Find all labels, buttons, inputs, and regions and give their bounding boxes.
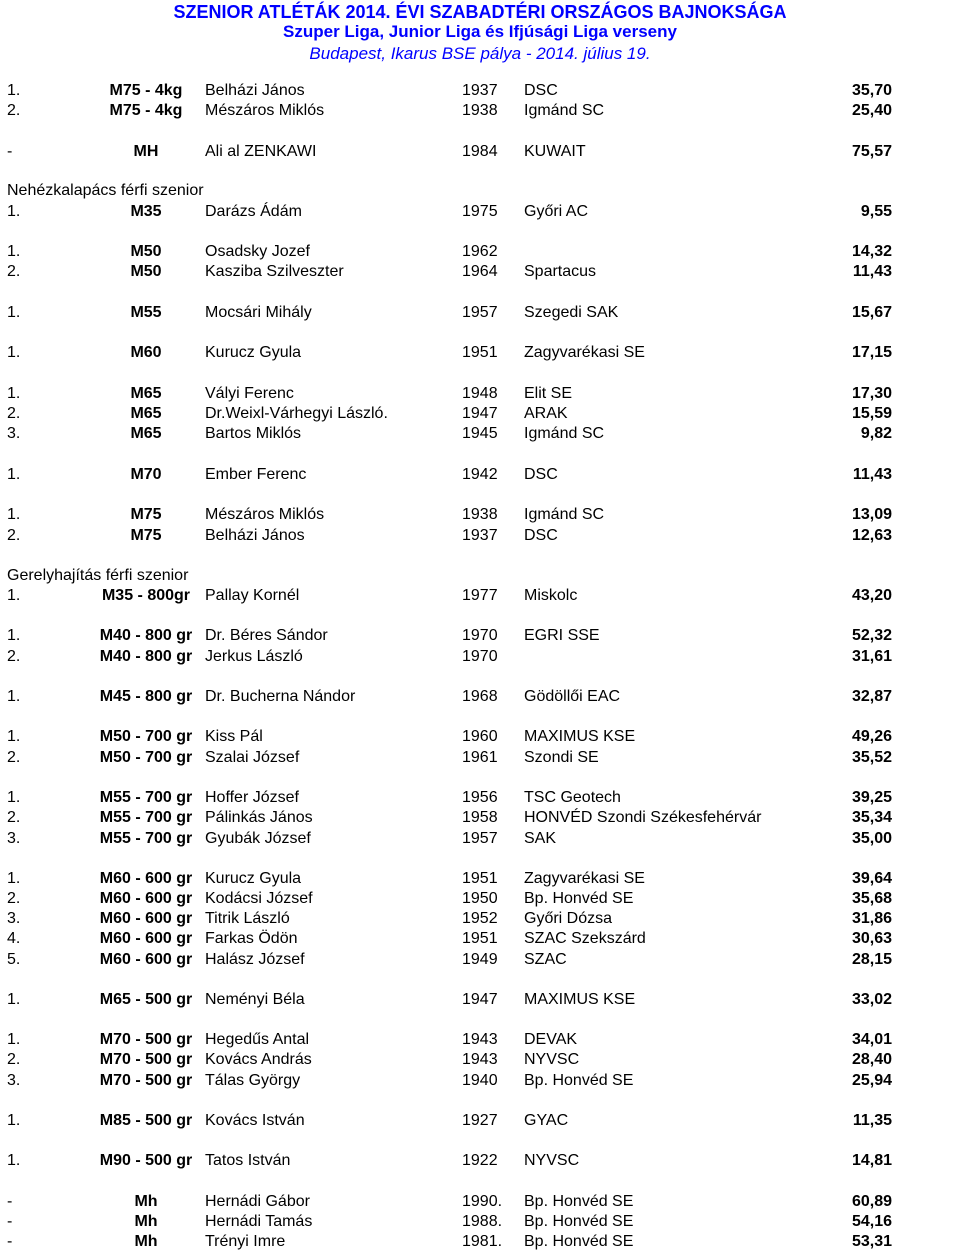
- age-category: M75: [130, 506, 162, 523]
- birth-year: 1990.: [462, 1193, 503, 1210]
- placement: 3.: [7, 1072, 21, 1089]
- result-value: 14,81: [851, 1152, 892, 1169]
- birth-year: 1943: [462, 1031, 498, 1048]
- result-value: 54,16: [851, 1213, 892, 1230]
- result-row: [0, 424, 960, 444]
- birth-year: 1951: [462, 870, 498, 887]
- placement: -: [7, 1213, 13, 1230]
- athlete-name: Kasziba Szilveszter: [205, 263, 344, 280]
- club-name: MAXIMUS KSE: [524, 991, 636, 1008]
- athlete-name: Trényi Imre: [205, 1233, 286, 1250]
- placement: 1.: [7, 385, 21, 402]
- age-category: M70 - 500 gr: [99, 1072, 193, 1089]
- result-row: [0, 1071, 960, 1091]
- result-value: 25,40: [851, 102, 892, 119]
- placement: 2.: [7, 527, 21, 544]
- result-row: [0, 526, 960, 546]
- birth-year: 1970: [462, 648, 498, 665]
- result-row: [0, 1212, 960, 1232]
- result-value: 17,15: [851, 344, 892, 361]
- result-row: [0, 1030, 960, 1050]
- result-value: 11,43: [852, 466, 892, 483]
- birth-year: 1988.: [462, 1213, 503, 1230]
- result-value: 30,63: [851, 930, 892, 947]
- age-category: M45 - 800 gr: [99, 688, 193, 705]
- birth-year: 1938: [462, 102, 498, 119]
- result-value: 17,30: [851, 385, 892, 402]
- venue-date: Budapest, Ikarus BSE pálya - 2014. július 19.: [309, 44, 651, 63]
- result-row: [0, 909, 960, 929]
- age-category: M90 - 500 gr: [99, 1152, 193, 1169]
- result-value: 34,01: [851, 1031, 892, 1048]
- club-name: TSC Geotech: [524, 789, 621, 806]
- club-name: Gödöllői EAC: [524, 688, 621, 705]
- athlete-name: Mészáros Miklós: [205, 102, 325, 119]
- result-row: [0, 687, 960, 707]
- result-row: [0, 748, 960, 768]
- birth-year: 1950: [462, 890, 498, 907]
- birth-year: 1984: [462, 143, 498, 160]
- result-value: 9,55: [860, 203, 892, 220]
- section-title: Nehézkalapács férfi szenior: [7, 182, 204, 199]
- athlete-name: Pálinkás János: [205, 809, 313, 826]
- age-category: M85 - 500 gr: [99, 1112, 193, 1129]
- result-row: [0, 384, 960, 404]
- result-row: [0, 929, 960, 949]
- club-name: DSC: [524, 82, 558, 99]
- club-name: Zagyvarékasi SE: [524, 870, 645, 887]
- athlete-name: Jerkus László: [205, 648, 303, 665]
- placement: 1.: [7, 789, 21, 806]
- birth-year: 1949: [462, 951, 498, 968]
- result-value: 15,67: [851, 304, 892, 321]
- age-category: M40 - 800 gr: [99, 648, 193, 665]
- birth-year: 1970: [462, 627, 498, 644]
- club-name: Zagyvarékasi SE: [524, 344, 645, 361]
- athlete-name: Ali al ZENKAWI: [205, 143, 317, 160]
- age-category: M60 - 600 gr: [99, 930, 193, 947]
- birth-year: 1958: [462, 809, 498, 826]
- placement: -: [7, 1193, 13, 1210]
- athlete-name: Kurucz Gyula: [205, 870, 302, 887]
- birth-year: 1951: [462, 930, 498, 947]
- placement: 5.: [7, 951, 21, 968]
- placement: 2.: [7, 102, 21, 119]
- birth-year: 1938: [462, 506, 498, 523]
- athlete-name: Hoffer József: [205, 789, 299, 806]
- result-row: [0, 586, 960, 606]
- result-row: [0, 303, 960, 323]
- age-category: M70: [130, 466, 162, 483]
- result-value: 14,32: [851, 243, 892, 260]
- club-name: SAK: [524, 830, 557, 847]
- age-category: M50: [130, 263, 162, 280]
- club-name: EGRI SSE: [524, 627, 600, 644]
- club-name: MAXIMUS KSE: [524, 728, 636, 745]
- placement: 2.: [7, 749, 21, 766]
- age-category: MH: [133, 143, 159, 160]
- athlete-name: Osadsky Jozef: [205, 243, 310, 260]
- result-value: 15,59: [851, 405, 892, 422]
- athlete-name: Pallay Kornél: [205, 587, 300, 604]
- club-name: Igmánd SC: [524, 506, 605, 523]
- result-row: [0, 808, 960, 828]
- placement: 2.: [7, 1051, 21, 1068]
- page-title: SZENIOR ATLÉTÁK 2014. ÉVI SZABADTÉRI ORSZÁGOS BAJNOKSÁGA: [173, 2, 787, 22]
- placement: 1.: [7, 1031, 21, 1048]
- birth-year: 1937: [462, 527, 498, 544]
- age-category: Mh: [134, 1213, 158, 1230]
- birth-year: 1943: [462, 1051, 498, 1068]
- athlete-name: Neményi Béla: [205, 991, 305, 1008]
- athlete-name: Bartos Miklós: [205, 425, 302, 442]
- result-row: [0, 869, 960, 889]
- placement: 1.: [7, 466, 21, 483]
- placement: 1.: [7, 506, 21, 523]
- result-value: 53,31: [851, 1233, 892, 1250]
- age-category: M65 - 500 gr: [99, 991, 193, 1008]
- athlete-name: Dr. Béres Sándor: [205, 627, 328, 644]
- placement: 1.: [7, 344, 21, 361]
- result-value: 49,26: [851, 728, 892, 745]
- athlete-name: Gyubák József: [205, 830, 311, 847]
- result-row: [0, 1111, 960, 1131]
- athlete-name: Darázs Ádám: [205, 203, 302, 220]
- result-value: 35,34: [851, 809, 892, 826]
- result-row: [0, 465, 960, 485]
- club-name: Igmánd SC: [524, 102, 605, 119]
- result-value: 39,64: [851, 870, 892, 887]
- placement: 1.: [7, 688, 21, 705]
- athlete-name: Kurucz Gyula: [205, 344, 302, 361]
- club-name: Győri Dózsa: [524, 910, 613, 927]
- birth-year: 1956: [462, 789, 498, 806]
- result-row: [0, 343, 960, 363]
- athlete-name: Mészáros Miklós: [205, 506, 325, 523]
- age-category: M65: [130, 385, 162, 402]
- placement: 1.: [7, 203, 21, 220]
- age-category: M75 - 4kg: [109, 82, 183, 99]
- birth-year: 1922: [462, 1152, 498, 1169]
- birth-year: 1975: [462, 203, 498, 220]
- placement: 2.: [7, 405, 21, 422]
- age-category: Mh: [134, 1193, 158, 1210]
- placement: 1.: [7, 1152, 21, 1169]
- athlete-name: Vályi Ferenc: [205, 385, 294, 402]
- result-row: [0, 829, 960, 849]
- club-name: ARAK: [524, 405, 568, 422]
- result-value: 28,15: [851, 951, 892, 968]
- placement: 3.: [7, 830, 21, 847]
- club-name: SZAC: [524, 951, 567, 968]
- placement: 2.: [7, 809, 21, 826]
- result-value: 31,61: [851, 648, 892, 665]
- age-category: M50 - 700 gr: [99, 749, 193, 766]
- result-row: [0, 1232, 960, 1252]
- result-row: [0, 626, 960, 646]
- club-name: Igmánd SC: [524, 425, 605, 442]
- athlete-name: Hernádi Gábor: [205, 1193, 310, 1210]
- age-category: M55 - 700 gr: [99, 830, 193, 847]
- athlete-name: Mocsári Mihály: [205, 304, 312, 321]
- placement: 1.: [7, 243, 21, 260]
- result-value: 35,68: [851, 890, 892, 907]
- athlete-name: Farkas Ödön: [205, 930, 298, 947]
- age-category: M60 - 600 gr: [99, 951, 193, 968]
- athlete-name: Titrik László: [205, 910, 290, 927]
- result-row: [0, 242, 960, 262]
- result-row: [0, 950, 960, 970]
- athlete-name: Tatos István: [205, 1152, 291, 1169]
- athlete-name: Dr.Weixl-Várhegyi László.: [205, 405, 388, 422]
- club-name: Szegedi SAK: [524, 304, 619, 321]
- athlete-name: Ember Ferenc: [205, 466, 307, 483]
- result-value: 31,86: [851, 910, 892, 927]
- result-value: 11,43: [852, 263, 892, 280]
- club-name: Szondi SE: [524, 749, 599, 766]
- club-name: Elit SE: [524, 385, 573, 402]
- age-category: M40 - 800 gr: [99, 627, 193, 644]
- birth-year: 1952: [462, 910, 498, 927]
- result-row: [0, 101, 960, 121]
- result-value: 9,82: [860, 425, 892, 442]
- birth-year: 1942: [462, 466, 498, 483]
- club-name: Bp. Honvéd SE: [524, 890, 634, 907]
- age-category: M60 - 600 gr: [99, 910, 193, 927]
- birth-year: 1962: [462, 243, 498, 260]
- club-name: DEVAK: [524, 1031, 578, 1048]
- placement: 1.: [7, 304, 21, 321]
- result-value: 43,20: [851, 587, 892, 604]
- club-name: Bp. Honvéd SE: [524, 1072, 634, 1089]
- athlete-name: Kovács András: [205, 1051, 312, 1068]
- age-category: M75 - 4kg: [109, 102, 183, 119]
- birth-year: 1947: [462, 991, 498, 1008]
- result-value: 35,52: [851, 749, 892, 766]
- birth-year: 1945: [462, 425, 498, 442]
- result-value: 11,35: [852, 1112, 892, 1129]
- athlete-name: Belházi János: [205, 527, 305, 544]
- birth-year: 1940: [462, 1072, 498, 1089]
- result-value: 13,09: [851, 506, 892, 523]
- birth-year: 1961: [462, 749, 498, 766]
- club-name: Bp. Honvéd SE: [524, 1213, 634, 1230]
- birth-year: 1977: [462, 587, 498, 604]
- placement: 1.: [7, 728, 21, 745]
- section-title: Gerelyhajítás férfi szenior: [7, 567, 189, 584]
- athlete-name: Hernádi Tamás: [205, 1213, 313, 1230]
- result-row: [0, 990, 960, 1010]
- club-name: GYAC: [524, 1112, 569, 1129]
- birth-year: 1981.: [462, 1233, 503, 1250]
- athlete-name: Kodácsi József: [205, 890, 313, 907]
- club-name: SZAC Szekszárd: [524, 930, 646, 947]
- result-value: 75,57: [851, 143, 892, 160]
- birth-year: 1937: [462, 82, 498, 99]
- club-name: Győri AC: [524, 203, 589, 220]
- result-value: 12,63: [851, 527, 892, 544]
- result-row: [0, 81, 960, 101]
- placement: -: [7, 143, 13, 160]
- result-row: [0, 262, 960, 282]
- age-category: M50 - 700 gr: [99, 728, 193, 745]
- club-name: Bp. Honvéd SE: [524, 1233, 634, 1250]
- club-name: Miskolc: [524, 587, 578, 604]
- result-row: [0, 404, 960, 424]
- age-category: M60: [130, 344, 162, 361]
- club-name: DSC: [524, 527, 558, 544]
- club-name: Spartacus: [524, 263, 597, 280]
- result-value: 39,25: [851, 789, 892, 806]
- athlete-name: Dr. Bucherna Nándor: [205, 688, 356, 705]
- age-category: M60 - 600 gr: [99, 870, 193, 887]
- birth-year: 1957: [462, 830, 498, 847]
- result-row: [0, 727, 960, 747]
- placement: 1.: [7, 82, 21, 99]
- age-category: M70 - 500 gr: [99, 1051, 193, 1068]
- club-name: NYVSC: [524, 1152, 580, 1169]
- result-row: [0, 1151, 960, 1171]
- placement: 1.: [7, 991, 21, 1008]
- result-value: 25,94: [851, 1072, 892, 1089]
- result-row: [0, 142, 960, 162]
- placement: 1.: [7, 587, 21, 604]
- result-value: 35,70: [851, 82, 892, 99]
- athlete-name: Tálas György: [205, 1072, 301, 1089]
- age-category: M70 - 500 gr: [99, 1031, 193, 1048]
- age-category: M65: [130, 425, 162, 442]
- age-category: M35: [130, 203, 162, 220]
- age-category: Mh: [134, 1233, 158, 1250]
- club-name: KUWAIT: [524, 143, 586, 160]
- result-value: 35,00: [851, 830, 892, 847]
- birth-year: 1948: [462, 385, 498, 402]
- age-category: M50: [130, 243, 162, 260]
- result-row: [0, 788, 960, 808]
- result-value: 52,32: [851, 627, 892, 644]
- placement: 1.: [7, 870, 21, 887]
- result-row: [0, 647, 960, 667]
- age-category: M60 - 600 gr: [99, 890, 193, 907]
- birth-year: 1927: [462, 1112, 498, 1129]
- result-row: [0, 1050, 960, 1070]
- placement: 3.: [7, 425, 21, 442]
- placement: -: [7, 1233, 13, 1250]
- athlete-name: Hegedűs Antal: [205, 1031, 310, 1048]
- athlete-name: Halász József: [205, 951, 305, 968]
- age-category: M55 - 700 gr: [99, 789, 193, 806]
- birth-year: 1968: [462, 688, 498, 705]
- birth-year: 1951: [462, 344, 498, 361]
- result-row: [0, 889, 960, 909]
- club-name: HONVÉD Szondi Székesfehérvár: [524, 809, 762, 826]
- club-name: Bp. Honvéd SE: [524, 1193, 634, 1210]
- birth-year: 1960: [462, 728, 498, 745]
- athlete-name: Kiss Pál: [205, 728, 263, 745]
- birth-year: 1947: [462, 405, 498, 422]
- placement: 4.: [7, 930, 21, 947]
- athlete-name: Kovács István: [205, 1112, 305, 1129]
- age-category: M65: [130, 405, 162, 422]
- birth-year: 1957: [462, 304, 498, 321]
- age-category: M35 - 800gr: [101, 587, 191, 604]
- age-category: M75: [130, 527, 162, 544]
- result-value: 60,89: [851, 1193, 892, 1210]
- club-name: NYVSC: [524, 1051, 580, 1068]
- result-row: [0, 505, 960, 525]
- age-category: M55 - 700 gr: [99, 809, 193, 826]
- result-row: [0, 1192, 960, 1212]
- page-subtitle: Szuper Liga, Junior Liga és Ifjúsági Liga verseny: [283, 22, 677, 41]
- athlete-name: Szalai József: [205, 749, 300, 766]
- placement: 2.: [7, 890, 21, 907]
- placement: 1.: [7, 627, 21, 644]
- birth-year: 1964: [462, 263, 498, 280]
- placement: 2.: [7, 263, 21, 280]
- placement: 1.: [7, 1112, 21, 1129]
- result-value: 28,40: [851, 1051, 892, 1068]
- club-name: DSC: [524, 466, 558, 483]
- age-category: M55: [130, 304, 162, 321]
- result-value: 32,87: [851, 688, 892, 705]
- placement: 2.: [7, 648, 21, 665]
- athlete-name: Belházi János: [205, 82, 305, 99]
- result-value: 33,02: [851, 991, 892, 1008]
- placement: 3.: [7, 910, 21, 927]
- result-row: [0, 202, 960, 222]
